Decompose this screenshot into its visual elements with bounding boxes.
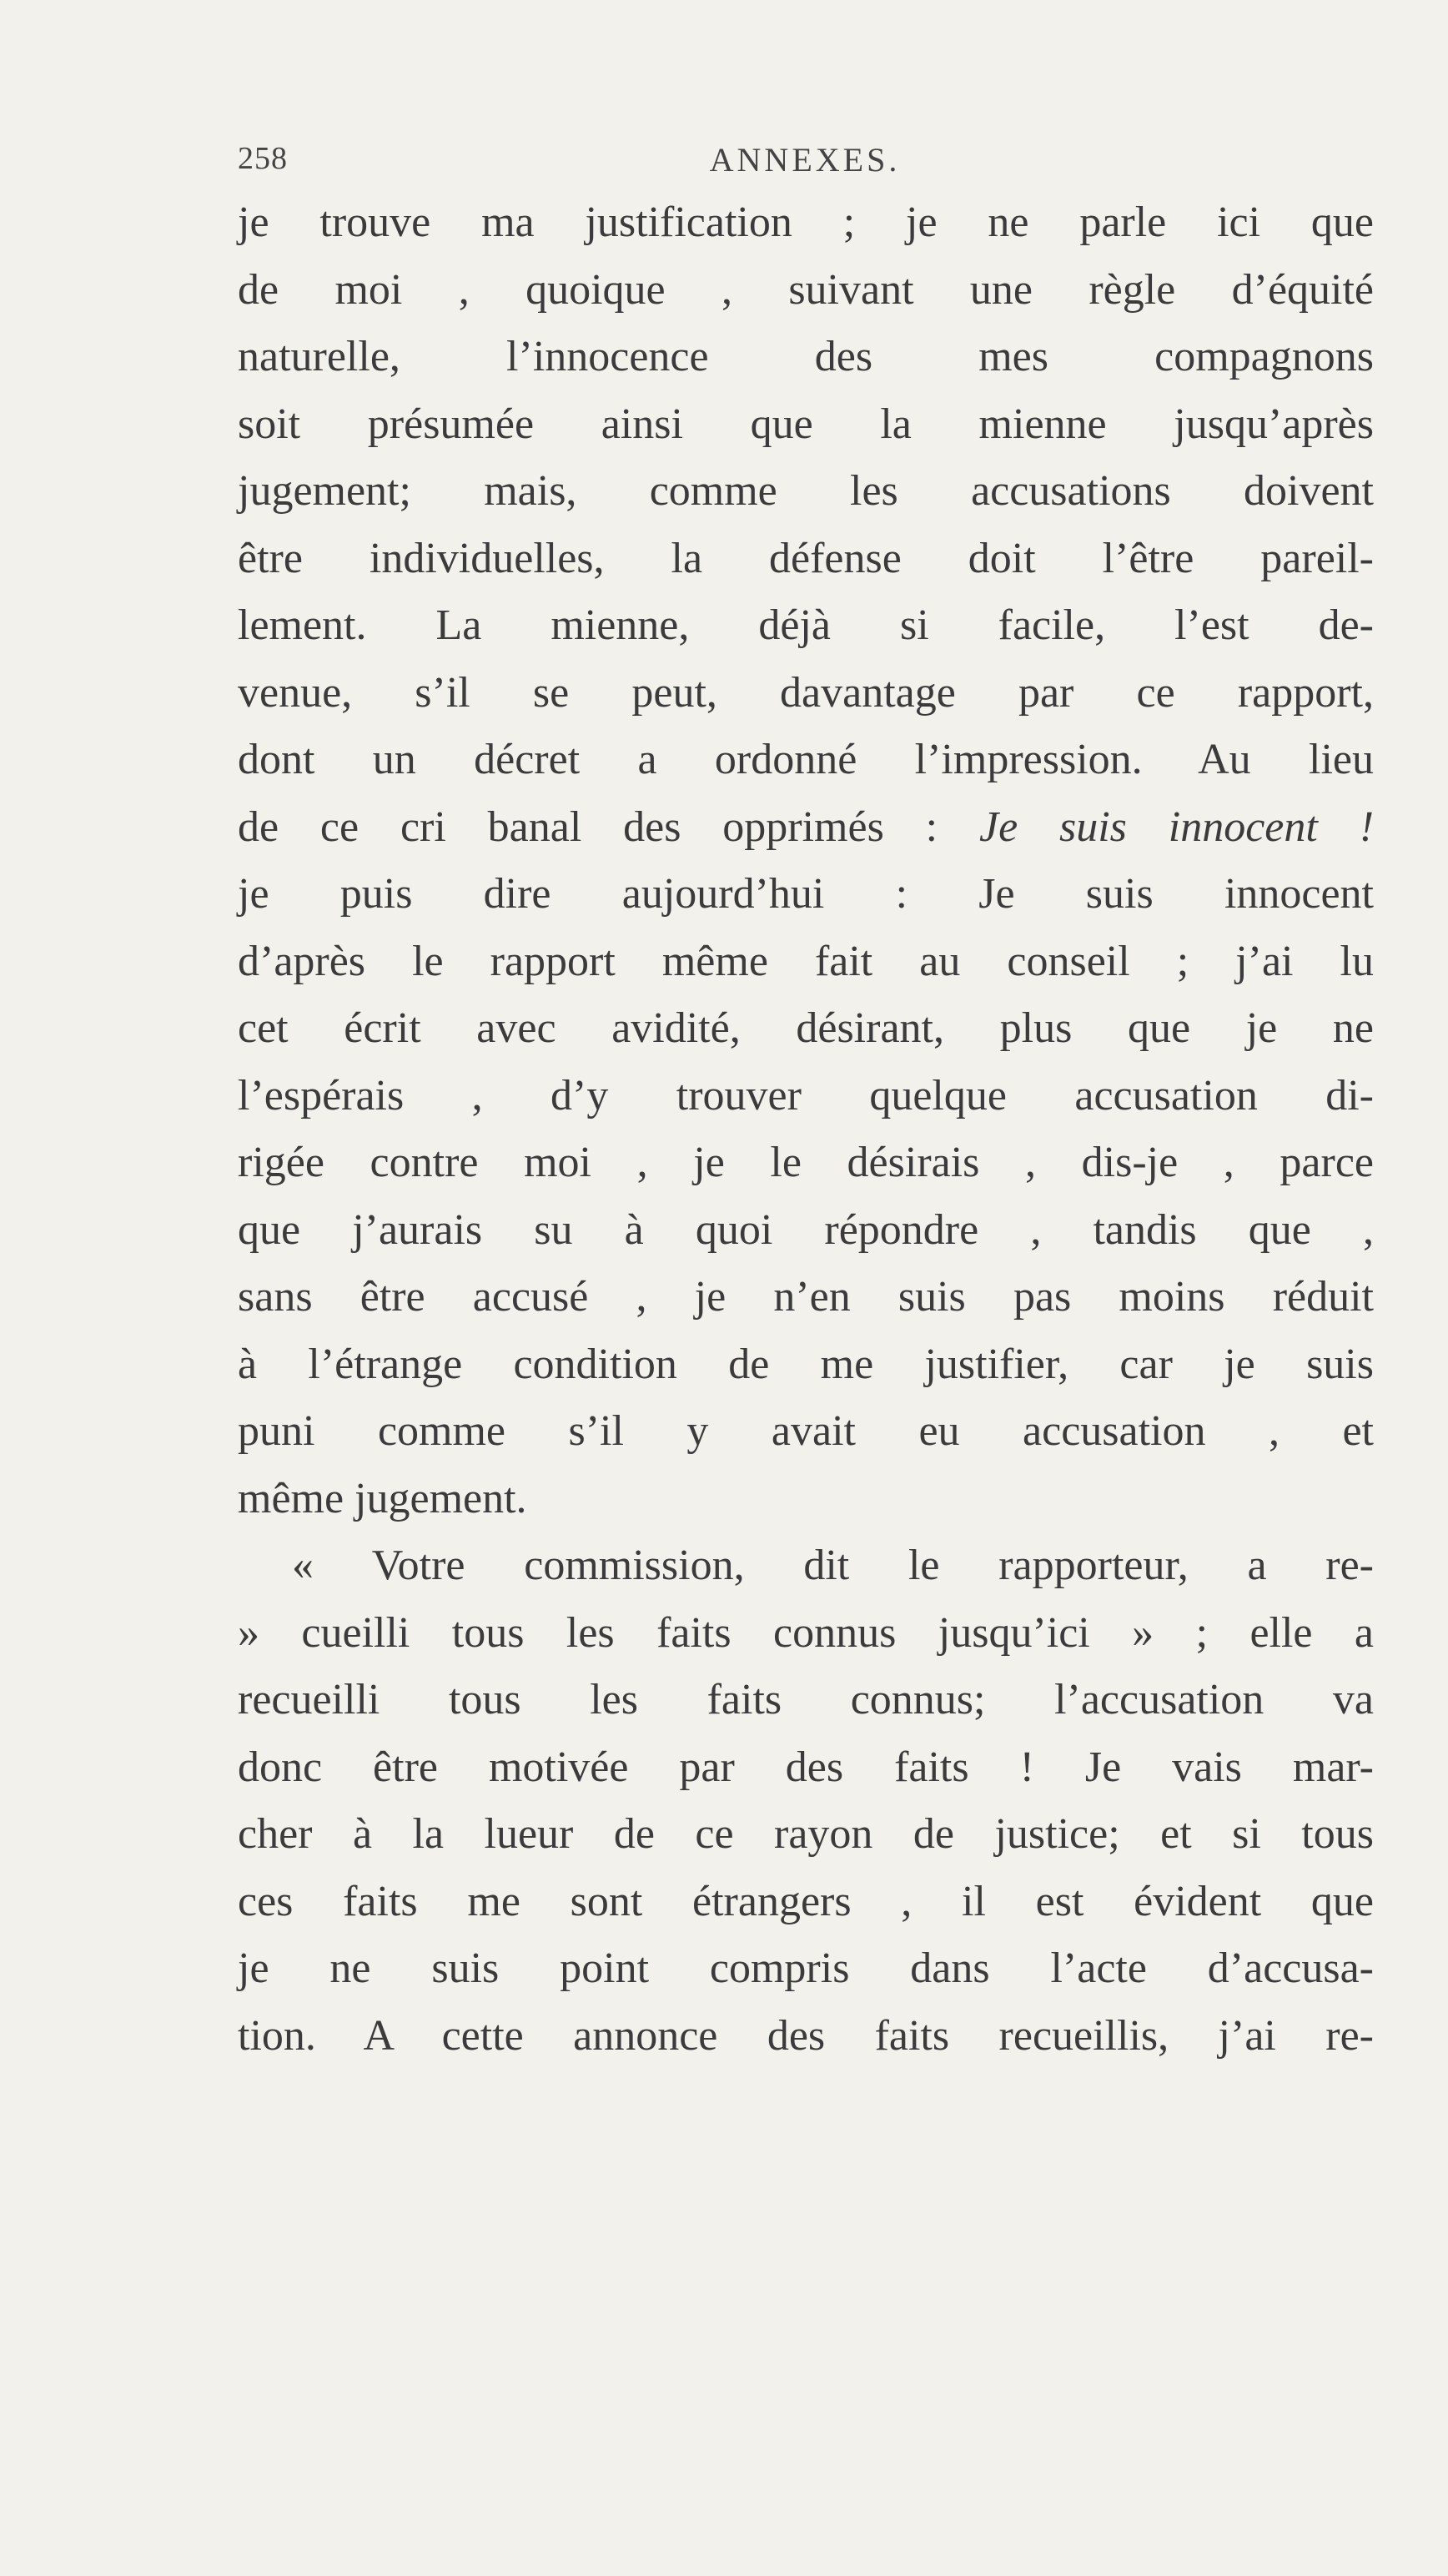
text-line: dont un décret a ordonné l’impression. Au lieu: [238, 736, 1374, 783]
text-line: venue, s’il se peut, davantage par ce rapport,: [238, 668, 1374, 717]
text-line: lement. La mienne, déjà si facile, l’est de-: [238, 601, 1374, 649]
text-line: cher à la lueur de ce rayon de justice; et si tous: [238, 1810, 1374, 1858]
text-line: je puis dire aujourd’hui : Je suis innocent: [238, 870, 1374, 918]
text-line: je trouve ma justification ; je ne parle ici que: [238, 199, 1374, 246]
italic-quote: Je suis innocent !: [978, 802, 1375, 851]
text-line: à l’étrange condition de me justifier, car je suis: [238, 1340, 1374, 1388]
text-line: sans être accusé , je n’en suis pas moins réduit: [238, 1273, 1374, 1321]
text-line: cet écrit avec avidité, désirant, plus que je ne: [238, 1004, 1374, 1052]
text-line: je ne suis point compris dans l’acte d’accusa-: [238, 1945, 1374, 1992]
text-line: d’après le rapport même fait au conseil ; j’ai lu: [238, 937, 1374, 985]
text-line: de moi , quoique , suivant une règle d’équité: [238, 265, 1374, 314]
text-segment: de ce cri banal des opprimés :: [238, 802, 979, 851]
text-line: puni comme s’il y avait eu accusation , et: [238, 1407, 1374, 1455]
text-line: être individuelles, la défense doit l’être pareil-: [238, 534, 1374, 582]
text-line: » cueilli tous les faits connus jusqu’ici » ; elle a: [238, 1608, 1374, 1657]
text-line: jugement; mais, comme les accusations doivent: [238, 467, 1374, 515]
running-head: [238, 140, 1372, 190]
text-line: l’espérais , d’y trouver quelque accusation di-: [238, 1071, 1374, 1119]
text-line: que j’aurais su à quoi répondre , tandis que ,: [238, 1205, 1374, 1254]
text-line: soit présumée ainsi que la mienne jusqu’après: [238, 400, 1374, 448]
text-line: rigée contre moi , je le désirais , dis-je , parce: [238, 1139, 1374, 1186]
text-line: recueilli tous les faits connus; l’accusation va: [238, 1676, 1374, 1723]
text-line: « Votre commission, dit le rapporteur, a re-: [292, 1542, 1374, 1589]
text-line: donc être motivée par des faits ! Je vais mar-: [238, 1743, 1374, 1791]
text-line: ces faits me sont étrangers , il est évident que: [238, 1877, 1374, 1925]
body-text: [238, 189, 1374, 2070]
running-title: ANNEXES.: [709, 141, 901, 179]
page-number: 258: [238, 141, 288, 176]
text-line: tion. A cette annonce des faits recueillis, j’ai re-: [238, 2011, 1374, 2060]
text-line-with-italic: [238, 794, 1374, 862]
text-line: même jugement.: [238, 1474, 527, 1522]
text-line: naturelle, l’innocence des mes compagnons: [238, 333, 1374, 380]
